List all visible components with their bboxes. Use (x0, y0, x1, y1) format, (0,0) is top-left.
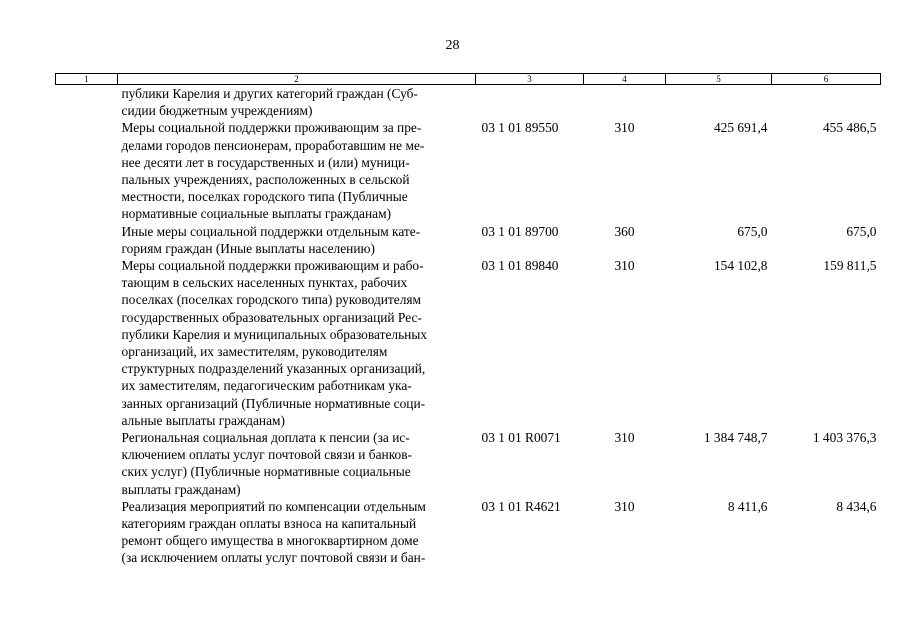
row-number-cell (56, 498, 118, 567)
description-line: местности, поселках городского типа (Публичные (121, 189, 408, 205)
description-line: ключением оплаты услуг почтовой связи и банков- (121, 447, 412, 463)
table-header-row (56, 74, 881, 85)
description-line: ремонт общего имущества в многоквартирном доме (121, 533, 419, 549)
description-line: гориям граждан (Иные выплаты населению) (121, 240, 375, 256)
description-line: ских услуг) (Публичные нормативные социальные (121, 464, 411, 480)
row-amount-2024: 675,0 (737, 223, 768, 239)
table-row (56, 85, 881, 120)
table-row (56, 223, 881, 257)
row-description (118, 85, 476, 120)
description-line: поселках (поселках городского типа) руководителям (121, 292, 422, 308)
table-row (56, 429, 881, 498)
row-expense-type: 310 (614, 498, 635, 514)
description-line: (за исключением оплаты услуг почтовой связи и бан- (121, 550, 426, 566)
description-line: категориям граждан оплаты взноса на капитальный (121, 516, 417, 532)
row-code: 03 1 01 89700 (481, 223, 559, 239)
description-line: Меры социальной поддержки проживающим за пре- (121, 120, 422, 136)
row-amount-2024 (666, 85, 772, 120)
description-line: делами городов пенсионерам, проработавшим не ме- (121, 137, 425, 153)
description-line: альные выплаты гражданам) (121, 412, 285, 428)
table-row (56, 498, 881, 567)
table-row (56, 257, 881, 429)
description-line: Меры социальной поддержки проживающим и рабо- (121, 258, 424, 274)
description-line: публики Карелия и муниципальных образовательных (121, 326, 428, 342)
row-description (118, 498, 476, 567)
description-line: их заместителям, педагогическим работникам ука- (121, 378, 412, 394)
description-line: занных организаций (Публичные нормативные соци- (121, 395, 426, 411)
column-header: 1 (56, 74, 118, 85)
row-code: 03 1 01 89550 (481, 120, 559, 136)
row-description (118, 429, 476, 498)
column-header: 5 (666, 74, 772, 85)
description-line: организаций, их заместителям, руководителям (121, 344, 388, 360)
budget-table (55, 73, 881, 567)
row-amount-2024: 154 102,8 (713, 258, 768, 274)
row-description (118, 119, 476, 222)
description-line: государственных образовательных организаций Рес- (121, 309, 422, 325)
description-line: пальных учреждениях, расположенных в сельской (121, 172, 410, 188)
row-code: 03 1 01 R4621 (481, 498, 561, 514)
row-amount-2025: 159 811,5 (823, 258, 877, 274)
row-expense-type (584, 85, 666, 120)
description-line: Реализация мероприятий по компенсации отдельным (121, 498, 426, 514)
row-amount-2025 (772, 85, 881, 120)
row-description (118, 223, 476, 257)
row-number-cell (56, 119, 118, 222)
row-number-cell (56, 85, 118, 120)
row-code (476, 85, 584, 120)
description-line: Иные меры социальной поддержки отдельным кате- (121, 223, 421, 239)
column-header: 2 (118, 74, 476, 85)
row-description (118, 257, 476, 429)
row-code: 03 1 01 R0071 (481, 430, 561, 446)
description-line: тающим в сельских населенных пунктах, рабочих (121, 275, 408, 291)
column-header: 3 (476, 74, 584, 85)
row-amount-2025: 8 434,6 (836, 498, 877, 514)
row-expense-type: 360 (614, 223, 635, 239)
description-line: структурных подразделений указанных организаций, (121, 361, 426, 377)
row-amount-2024: 425 691,4 (713, 120, 768, 136)
description-line: Региональная социальная доплата к пенсии (за ис- (121, 430, 410, 446)
table-row (56, 119, 881, 222)
row-amount-2024: 1 384 748,7 (703, 430, 768, 446)
row-expense-type: 310 (614, 120, 635, 136)
column-header: 4 (584, 74, 666, 85)
row-number-cell (56, 257, 118, 429)
description-line: публики Карелия и других категорий граждан (Суб- (121, 86, 418, 101)
row-number-cell (56, 223, 118, 257)
row-expense-type: 310 (614, 430, 635, 446)
row-amount-2025: 675,0 (846, 223, 877, 239)
description-line: выплаты гражданам) (121, 481, 241, 497)
row-code: 03 1 01 89840 (481, 258, 559, 274)
row-amount-2025: 1 403 376,3 (812, 430, 877, 446)
description-line: сидии бюджетным учреждениям) (121, 103, 313, 119)
page-number: 28 (445, 38, 460, 53)
description-line: нее десяти лет в государственных и (или) муници- (121, 154, 410, 170)
row-amount-2024: 8 411,6 (727, 498, 768, 514)
column-header: 6 (772, 74, 881, 85)
row-number-cell (56, 429, 118, 498)
row-expense-type: 310 (614, 258, 635, 274)
row-amount-2025: 455 486,5 (822, 120, 877, 136)
description-line: нормативные социальные выплаты гражданам) (121, 206, 392, 222)
